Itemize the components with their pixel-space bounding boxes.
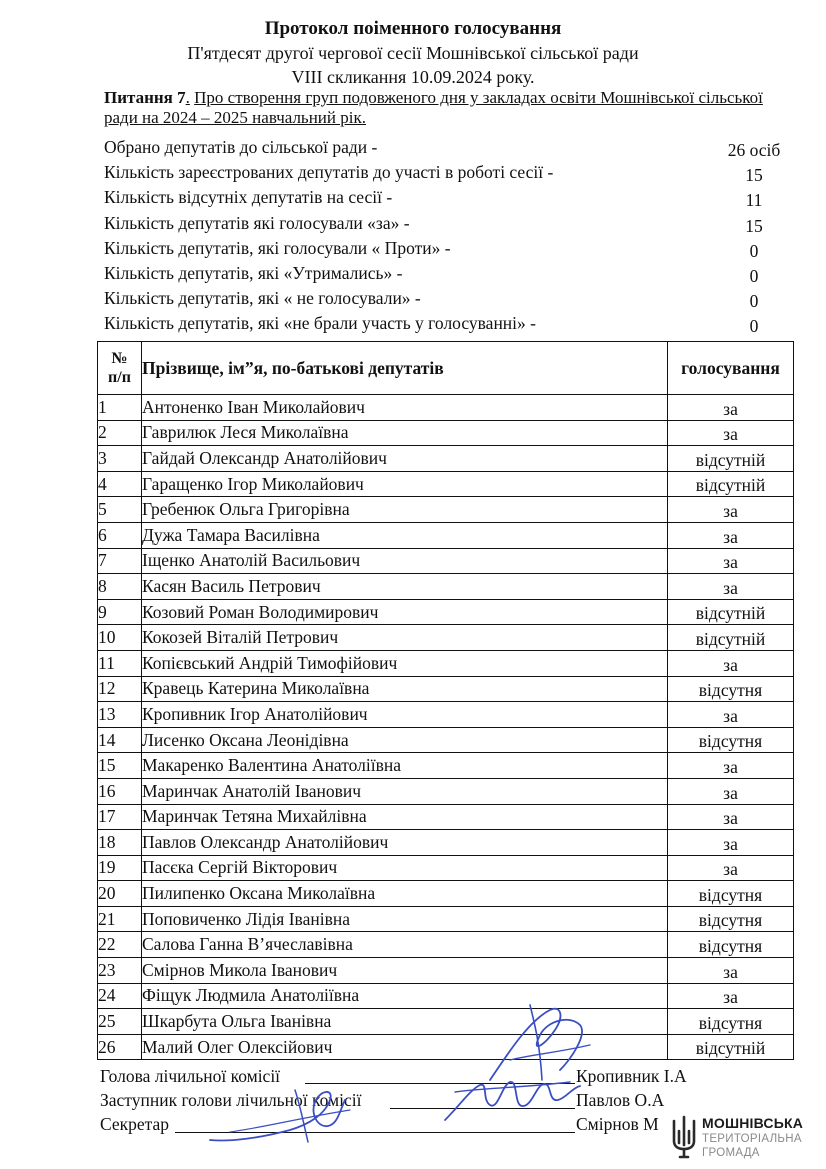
community-logo (668, 1113, 818, 1163)
row-number: 26 (98, 1034, 142, 1060)
secretary-handwritten-signature (200, 1070, 360, 1150)
table-row (98, 855, 794, 881)
table-row (98, 625, 794, 651)
stat-label: Кількість депутатів які голосували «за» - (104, 212, 410, 233)
row-number: 13 (98, 702, 142, 728)
deputy-name: Шкарбута Ольга Іванівна (142, 1009, 668, 1035)
table-row (98, 420, 794, 446)
stat-value: 0 (749, 316, 759, 337)
row-number: 11 (98, 650, 142, 676)
stat-value: 26 осіб (727, 140, 781, 160)
trident-icon (670, 1115, 698, 1159)
vote-result: відсутня (668, 676, 794, 702)
header-number-abbr: п/п (108, 369, 131, 386)
row-number: 4 (98, 471, 142, 497)
deputy-handwritten-signature (440, 1070, 590, 1130)
row-number: 1 (98, 395, 142, 421)
row-number: 5 (98, 497, 142, 523)
vote-result: відсутній (668, 471, 794, 497)
row-number: 7 (98, 548, 142, 574)
vote-result: відсутній (668, 599, 794, 625)
stat-label: Кількість депутатів, які голосували « Проти» - (104, 237, 451, 258)
table-row (98, 753, 794, 779)
deputy-name: Козовий Роман Володимирович (142, 599, 668, 625)
table-row (98, 574, 794, 600)
vote-result: за (668, 574, 794, 600)
question-label-dot: . (185, 88, 190, 107)
deputy-name: Салова Ганна В’ячеславівна (142, 932, 668, 958)
deputy-name: Макаренко Валентина Анатоліївна (142, 753, 668, 779)
stat-row (104, 261, 804, 286)
row-number: 14 (98, 727, 142, 753)
stat-label: Обрано депутатів до сільської ради - (104, 137, 378, 157)
stat-row (104, 286, 804, 311)
vote-result: відсутній (668, 446, 794, 472)
stat-row (104, 160, 804, 185)
session-subtitle: П'ятдесят другої чергової сесії Мошнівської сільської ради (187, 43, 639, 63)
vote-statistics (104, 135, 804, 337)
agenda-question (104, 88, 799, 128)
chair-role: Голова лічильної комісії (100, 1066, 281, 1086)
deputy-name: Пасєка Сергій Вікторович (142, 855, 668, 881)
row-number: 17 (98, 804, 142, 830)
vote-result: за (668, 395, 794, 421)
table-row (98, 471, 794, 497)
vote-result: за (668, 958, 794, 984)
stat-row (104, 236, 804, 261)
table-row (98, 830, 794, 856)
deputy-name: Павлов О.А (576, 1090, 665, 1110)
vote-result: за (668, 855, 794, 881)
table-row (98, 906, 794, 932)
table-row (98, 446, 794, 472)
vote-result: відсутня (668, 1009, 794, 1035)
row-number: 15 (98, 753, 142, 779)
deputy-name: Касян Василь Петрович (142, 574, 668, 600)
vote-result: за (668, 497, 794, 523)
table-row (98, 676, 794, 702)
secretary-role: Секретар (100, 1114, 170, 1134)
row-number: 20 (98, 881, 142, 907)
logo-text-line2: ТЕРИТОРІАЛЬНА (702, 1133, 802, 1145)
table-row (98, 1034, 794, 1060)
vote-result: за (668, 548, 794, 574)
stat-label: Кількість депутатів, які « не голосували» - (104, 288, 421, 309)
question-text: Про створення груп подовженого дня у закладах освіти Мошнівської сільської ради на 2024 – 2025 навчальний рік. (104, 88, 763, 127)
row-number: 6 (98, 522, 142, 548)
deputy-name: Маринчак Тетяна Михайлівна (142, 804, 668, 830)
vote-result: за (668, 650, 794, 676)
stat-label: Кількість відсутніх депутатів на сесії - (104, 187, 393, 208)
vote-result: відсутня (668, 932, 794, 958)
table-row (98, 727, 794, 753)
deputy-name: Поповиченко Лідія Іванівна (142, 906, 668, 932)
stat-row (104, 185, 804, 210)
deputy-name: Кравець Катерина Миколаївна (142, 676, 668, 702)
deputy-name: Копієвський Андрій Тимофійович (142, 650, 668, 676)
deputy-name: Павлов Олександр Анатолійович (142, 830, 668, 856)
row-number: 3 (98, 446, 142, 472)
stat-label: Кількість депутатів, які «не брали участь у голосуванні» - (104, 313, 536, 334)
row-number: 12 (98, 676, 142, 702)
vote-result: відсутня (668, 906, 794, 932)
deputy-name: Кокозей Віталій Петрович (142, 625, 668, 651)
table-row (98, 1009, 794, 1035)
chair-name: Кропивник І.А (576, 1066, 687, 1086)
logo-text-line3: ГРОМАДА (702, 1147, 760, 1159)
row-number: 16 (98, 778, 142, 804)
table-row (98, 881, 794, 907)
row-number: 9 (98, 599, 142, 625)
table-header-row (98, 342, 794, 395)
row-number: 2 (98, 420, 142, 446)
vote-result: за (668, 420, 794, 446)
table-row (98, 650, 794, 676)
stat-value: 15 (745, 215, 763, 236)
table-row (98, 958, 794, 984)
deputy-name: Гребенюк Ольга Григорівна (142, 497, 668, 523)
table-row (98, 804, 794, 830)
stat-value: 0 (749, 240, 759, 261)
deputy-name: Лисенко Оксана Леонідівна (142, 727, 668, 753)
vote-result: за (668, 753, 794, 779)
stat-value: 11 (745, 190, 763, 211)
vote-result: відсутня (668, 727, 794, 753)
header-number (98, 342, 142, 395)
stat-label: Кількість зареєстрованих депутатів до участі в роботі сесії - (104, 162, 554, 183)
deputy-name: Кропивник Ігор Анатолійович (142, 702, 668, 728)
session-date: VIII скликання 10.09.2024 року. (291, 67, 535, 87)
document-title: Протокол поіменного голосування (264, 18, 562, 39)
row-number: 24 (98, 983, 142, 1009)
deputy-name: Смірнов Микола Іванович (142, 958, 668, 984)
stat-value: 15 (745, 165, 763, 186)
row-number: 21 (98, 906, 142, 932)
deputy-name: Іщенко Анатолій Васильович (142, 548, 668, 574)
deputy-name: Антоненко Іван Миколайович (142, 395, 668, 421)
header-number-sign: № (111, 350, 128, 367)
row-number: 25 (98, 1009, 142, 1035)
roll-call-table (97, 341, 794, 1060)
deputy-role: Заступник голови лічильної комісії (100, 1090, 362, 1110)
table-row (98, 599, 794, 625)
row-number: 8 (98, 574, 142, 600)
deputy-name: Гаврилюк Леся Миколаївна (142, 420, 668, 446)
stat-label: Кількість депутатів, які «Утримались» - (104, 262, 403, 283)
deputy-name: Пилипенко Оксана Миколаївна (142, 881, 668, 907)
row-number: 23 (98, 958, 142, 984)
table-row (98, 702, 794, 728)
vote-result: за (668, 983, 794, 1009)
vote-result: відсутня (668, 881, 794, 907)
vote-result: відсутній (668, 1034, 794, 1060)
row-number: 19 (98, 855, 142, 881)
table-row (98, 497, 794, 523)
vote-result: за (668, 522, 794, 548)
stat-value: 0 (749, 265, 759, 286)
deputy-name: Фіщук Людмила Анатоліївна (142, 983, 668, 1009)
vote-result: відсутній (668, 625, 794, 651)
deputy-name: Гайдай Олександр Анатолійович (142, 446, 668, 472)
vote-result: за (668, 804, 794, 830)
stat-row (104, 135, 804, 160)
deputy-name: Малий Олег Олексійович (142, 1034, 668, 1060)
deputy-name: Гаращенко Ігор Миколайович (142, 471, 668, 497)
stat-row (104, 211, 804, 236)
deputy-name: Маринчак Анатолій Іванович (142, 778, 668, 804)
table-row (98, 395, 794, 421)
row-number: 22 (98, 932, 142, 958)
vote-result: за (668, 830, 794, 856)
table-row (98, 932, 794, 958)
deputy-name: Дужа Тамара Василівна (142, 522, 668, 548)
header-name: Прізвище, ім”я, по-батькові депутатів (142, 342, 668, 395)
table-row (98, 522, 794, 548)
question-label: Питання 7 (104, 88, 186, 107)
row-number: 10 (98, 625, 142, 651)
secretary-name: Смірнов М (576, 1114, 659, 1134)
table-row (98, 778, 794, 804)
row-number: 18 (98, 830, 142, 856)
vote-result: за (668, 702, 794, 728)
logo-text-line1: МОШНІВСЬКА (702, 1115, 804, 1131)
header-vote: голосування (668, 342, 794, 395)
stat-row (104, 311, 804, 336)
vote-result: за (668, 778, 794, 804)
table-row (98, 548, 794, 574)
stat-value: 0 (749, 291, 759, 312)
table-row (98, 983, 794, 1009)
